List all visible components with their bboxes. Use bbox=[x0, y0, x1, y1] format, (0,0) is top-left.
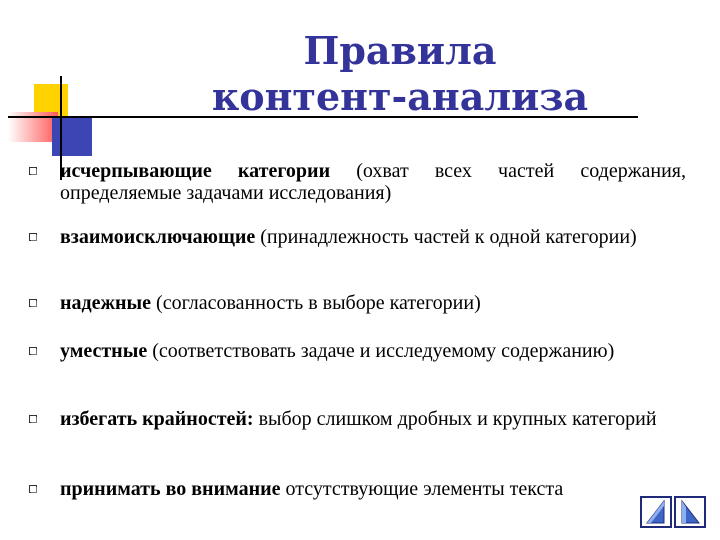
checkbox-bullet-icon bbox=[29, 415, 37, 423]
triangle-right-icon bbox=[676, 498, 704, 526]
list-item bbox=[60, 408, 686, 430]
item-keyword: принимать во внимание bbox=[60, 478, 281, 500]
checkbox-bullet-icon bbox=[29, 299, 37, 307]
item-text: (принадлежность частей к одной категории) bbox=[255, 226, 637, 248]
decor-blue-square bbox=[52, 118, 92, 156]
checkbox-bullet-icon bbox=[29, 347, 37, 355]
checkbox-bullet-icon bbox=[29, 167, 37, 175]
list-item bbox=[60, 160, 686, 204]
item-text: (охват всех частей содержания, определяемые задачами исследования) bbox=[60, 160, 686, 204]
prev-slide-button[interactable] bbox=[640, 496, 672, 528]
item-keyword: взаимоисключающие bbox=[60, 226, 256, 248]
item-keyword: исчерпывающие категории bbox=[60, 160, 331, 182]
item-keyword: уместные bbox=[60, 340, 148, 362]
list-item bbox=[60, 226, 686, 248]
list-item bbox=[60, 478, 686, 500]
item-keyword: избегать крайностей: bbox=[60, 408, 254, 430]
list-item bbox=[60, 340, 686, 362]
next-slide-button[interactable] bbox=[674, 496, 706, 528]
checkbox-bullet-icon bbox=[29, 485, 37, 493]
slide-title-line-2: контент-анализа bbox=[211, 74, 589, 119]
slide-title-line-1: Правила bbox=[303, 28, 497, 73]
item-text: (соответствовать задаче и исследуемому содержанию) bbox=[147, 340, 615, 362]
item-text: выбор слишком дробных и крупных категорий bbox=[253, 408, 657, 430]
list-item bbox=[60, 292, 686, 314]
item-text: (согласованность в выборе категории) bbox=[151, 292, 481, 314]
item-keyword: надежные bbox=[60, 292, 152, 314]
slide-title bbox=[150, 28, 650, 120]
item-text: отсутствующие элементы текста bbox=[280, 478, 564, 500]
triangle-left-icon bbox=[642, 498, 670, 526]
checkbox-bullet-icon bbox=[29, 233, 37, 241]
